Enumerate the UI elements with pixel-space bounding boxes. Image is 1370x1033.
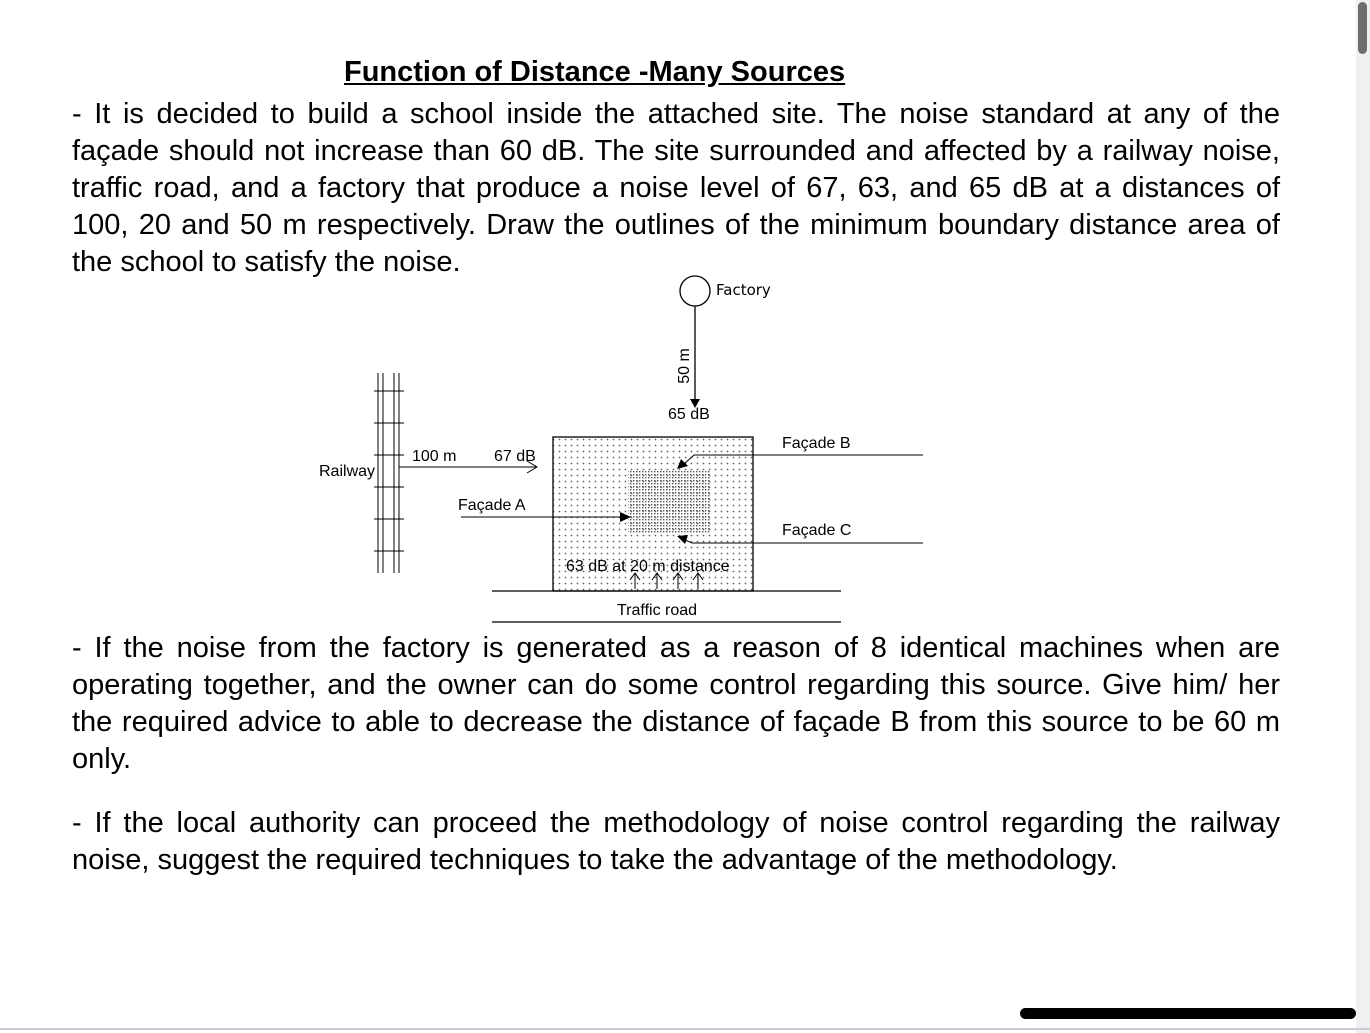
- factory-distance-label: 50 m: [676, 348, 693, 384]
- problem-paragraph-2: - If the noise from the factory is generated as a reason of 8 identical machines when are operating together, and the owner can do some control regarding this source. Give him/ her the required advice to able to decrease the distance of façade B from this source to be 60 m only.: [72, 632, 1280, 775]
- school-area: [628, 471, 710, 533]
- factory-icon: [680, 276, 710, 306]
- road-label: Traffic road: [617, 602, 698, 619]
- facade-b-label: Façade B: [782, 435, 851, 452]
- railway-distance-label: 100 m: [412, 448, 457, 465]
- problem-paragraph-1: - It is decided to build a school inside the attached site. The noise standard at any of the façade should not increase than 60 dB. The site surrounded and affected by a railway noise, traffic road, and a factory that produce a noise level of 67, 63, and 65 dB at a distances of 100, 20 and 50 m respectively. Draw the outlines of the minimum boundary distance area of the school to satisfy the noise.: [72, 98, 1280, 278]
- factory-label: Factory: [716, 281, 771, 299]
- horizontal-scroll-thumb[interactable]: [1020, 1008, 1356, 1019]
- railway-track: [374, 373, 404, 573]
- railway-label: Railway: [319, 463, 376, 480]
- problem-paragraph-3: - If the local authority can proceed the methodology of noise control regarding the railway noise, suggest the required techniques to take the advantage of the methodology.: [72, 807, 1280, 876]
- railway-level-label: 67 dB: [494, 448, 536, 465]
- road-noise-label: 63 dB at 20 m distance: [566, 558, 730, 575]
- page-title: Function of Distance -Many Sources: [344, 56, 846, 88]
- facade-a-label: Façade A: [458, 497, 526, 514]
- bottom-divider: [0, 1028, 1370, 1030]
- vertical-scroll-thumb[interactable]: [1358, 2, 1367, 54]
- facade-c-label: Façade C: [782, 522, 852, 539]
- vertical-scrollbar[interactable]: [1356, 0, 1370, 1033]
- factory-level-label: 65 dB: [668, 406, 710, 423]
